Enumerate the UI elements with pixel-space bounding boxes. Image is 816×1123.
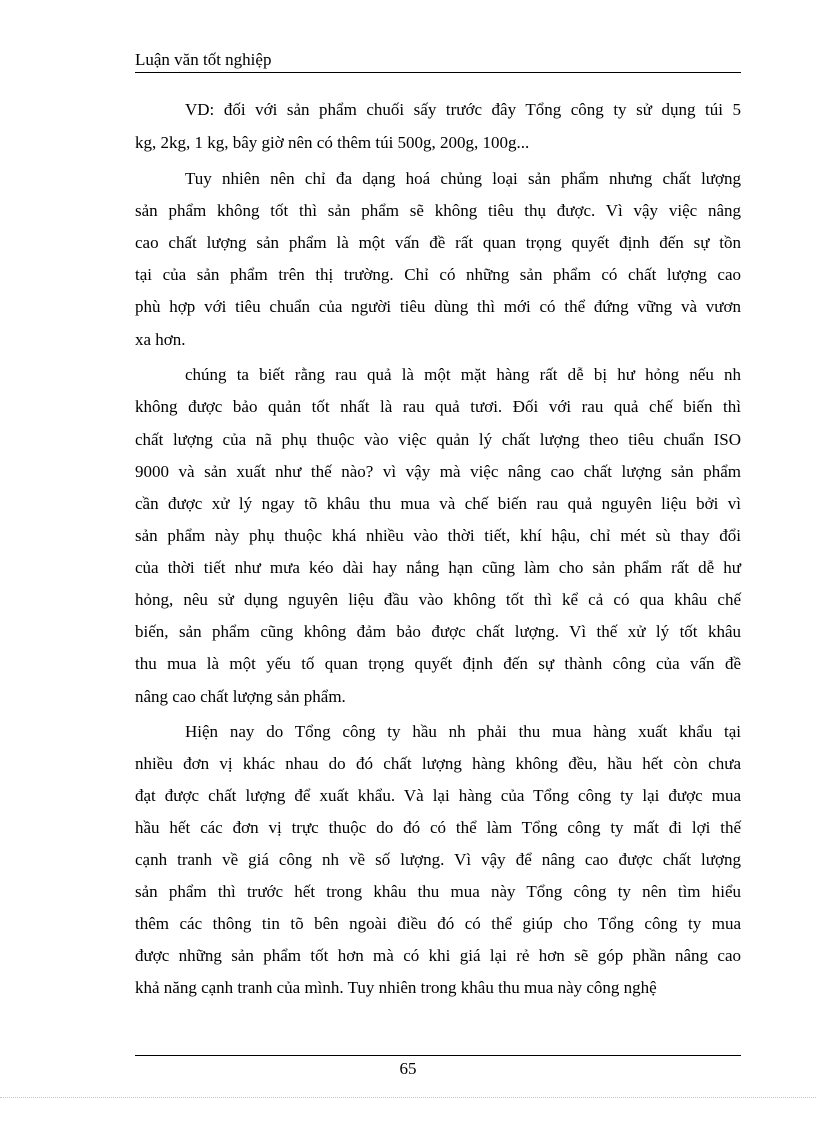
header-title: Luận văn tốt nghiệp [135,50,272,69]
text-line: VD: đối với sản phẩm chuối sấy trước đây Tổng công ty sử dụng túi 5 [185,100,741,119]
text-line: thu mua là một yếu tố quan trọng quyết định đến sự thành công của vấn đề [135,654,741,673]
page-header [135,48,741,73]
text-line: sản phẩm thì trước hết trong khâu thu mua này Tổng công ty nên tìm hiểu [135,882,741,901]
footer-dotted-border [0,1097,816,1098]
text-line: Tuy nhiên nên chỉ đa dạng hoá chủng loại sản phẩm nhưng chất lượng [185,169,741,188]
text-line: kg, 2kg, 1 kg, bây giờ nên có thêm túi 500g, 200g, 100g... [135,133,530,152]
text-line: Hiện nay do Tổng công ty hầu nh phải thu mua hàng xuất khẩu tại [185,722,741,741]
text-line: cạnh tranh về giá công nh về số lượng. Vì vậy để nâng cao được chất lượng [135,850,741,869]
text-line: thêm các thông tin tõ bên ngoài điều đó có thể giúp cho Tổng công ty mua [135,914,741,933]
text-line: nhiều đơn vị khác nhau do đó chất lượng hàng không đều, hầu hết còn chưa [135,754,741,773]
text-line: cần được xử lý ngay tõ khâu thu mua và chế biến rau quả nguyên liệu bởi vì [135,494,741,513]
text-line: tại của sản phẩm trên thị trường. Chỉ có những sản phẩm có chất lượng cao [135,265,741,284]
text-line: 9000 và sản xuất như thế nào? vì vậy mà việc nâng cao chất lượng sản phẩm [135,462,741,481]
text-line: không được bảo quản tốt nhất là rau quả tươi. Đối với rau quả chế biến thì [135,397,741,416]
text-line: biến, sản phẩm cũng không đảm bảo được chất lượng. Vì thế xử lý tốt khâu [135,622,741,641]
text-line: hỏng, nêu sử dụng nguyên liệu đầu vào không tốt thì kể cả có qua khâu chế [135,590,741,609]
text-line: nâng cao chất lượng sản phẩm. [135,687,346,706]
text-line: của thời tiết như mưa kéo dài hay nắng hạn cũng làm cho sản phẩm rất dễ hư [135,558,741,577]
text-line: cao chất lượng sản phẩm là một vấn đề rất quan trọng quyết định đến sự tồn [135,233,741,252]
text-line: phù hợp với tiêu chuẩn của người tiêu dùng thì mới có thể đứng vững và vươn [135,297,741,316]
text-line: được những sản phẩm tốt hơn mà có khi giá lại rẻ hơn sẽ góp phần nâng cao [135,946,741,965]
text-line: sản phẩm không tốt thì sản phẩm sẽ không tiêu thụ được. Vì vậy việc nâng [135,201,741,220]
text-line: xa hơn. [135,330,186,349]
text-line: khả năng cạnh tranh của mình. Tuy nhiên trong khâu thu mua này công nghệ [135,978,657,997]
text-line: hầu hết các đơn vị trực thuộc do đó có thể làm Tổng công ty mất đi lợi thế [135,818,741,837]
footer-divider [135,1055,741,1056]
text-line: chất lượng của nã phụ thuộc vào việc quản lý chất lượng theo tiêu chuẩn ISO [135,430,741,449]
text-line: đạt được chất lượng để xuất khẩu. Và lại hàng của Tổng công ty lại được mua [135,786,741,805]
page-number: 65 [399,1059,417,1078]
text-line: chúng ta biết rằng rau quả là một mặt hàng rất dễ bị hư hỏng nếu nh [185,365,741,384]
text-line: sản phẩm này phụ thuộc khá nhiều vào thời tiết, khí hậu, chỉ mét sù thay đổi [135,526,741,545]
